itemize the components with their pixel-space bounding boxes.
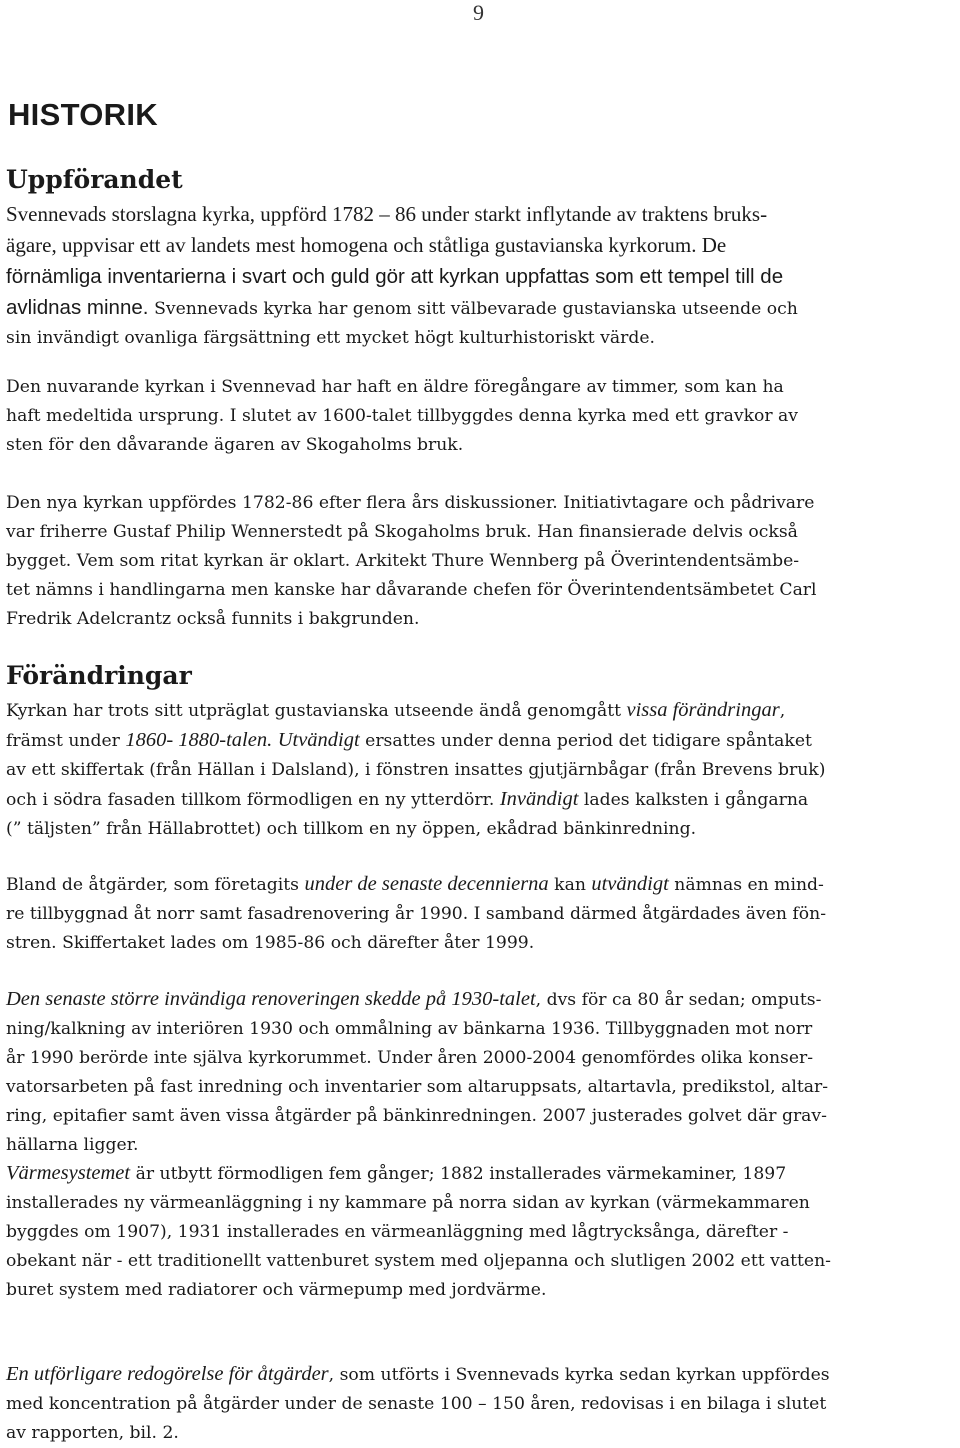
text-run: är utbytt förmodligen fem gånger; 1882 installerades värmekaminer, 1897 — [130, 1164, 787, 1184]
italic-text: Invändigt — [499, 788, 579, 810]
text-run: sten för den dåvarande ägaren av Skogaholms bruk. — [6, 435, 464, 455]
text-line — [6, 324, 954, 353]
text-line — [6, 1131, 954, 1160]
text-line — [6, 726, 954, 756]
text-line — [6, 547, 954, 576]
text-run: bygget. Vem som ritat kyrkan är oklart. Arkitekt Thure Wennberg på Överintendentsämbe- — [6, 551, 800, 571]
text-line — [6, 1159, 954, 1189]
text-run: Fredrik Adelcrantz också funnits i bakgrunden. — [6, 609, 420, 629]
text-line — [6, 1390, 954, 1419]
text-run: ring, epitafier samt även vissa åtgärder på bänkinredningen. 2007 justerades golvet där grav- — [6, 1106, 827, 1126]
text-line — [6, 870, 954, 900]
page-number: 9 — [473, 0, 484, 25]
text-run: vatorsarbeten på fast inredning och inventarier som altaruppsats, altartavla, predikstol, altar- — [6, 1077, 829, 1097]
text-line — [6, 231, 954, 262]
text-run: (” täljsten” från Hällabrottet) och tillkom en ny öppen, ekådrad bänkinredning. — [6, 819, 697, 839]
text-run: lades kalksten i gångarna — [578, 790, 809, 810]
text-run: främst under — [6, 731, 126, 751]
text-line — [6, 431, 954, 460]
text-run: re tillbyggnad åt norr samt fasadrenovering år 1990. I samband därmed åtgärdades även fön- — [6, 904, 826, 924]
text-run: sin invändigt ovanliga färgsättning — [6, 328, 317, 348]
text-line — [6, 1247, 954, 1276]
text-line — [6, 929, 954, 958]
text-run: nämnas en mind- — [668, 875, 824, 895]
italic-text: under de senaste decennierna — [304, 873, 549, 895]
paragraph — [6, 1360, 954, 1448]
text-line — [6, 1419, 954, 1448]
text-run: haft medeltida ursprung. I slutet av 1600-talet tillbyggdes denna kyrka med ett gravkor av — [6, 406, 798, 426]
section-heading-uppforandet: Uppförandet — [6, 165, 183, 194]
text-run: av rapporten, bil. 2. — [6, 1423, 179, 1443]
text-line — [6, 293, 954, 324]
text-line — [6, 200, 954, 231]
text-line — [6, 1360, 954, 1390]
italic-text: utvändigt — [591, 873, 669, 895]
text-run: byggdes om 1907), 1931 installerades en värmeanläggning med lågtrycksånga, därefter - — [6, 1222, 789, 1242]
text-run: var friherre Gustaf Philip Wennerstedt på Skogaholms bruk. Han finansierade delvis också — [6, 522, 798, 542]
text-line — [6, 696, 954, 726]
text-line — [6, 489, 954, 518]
text-line — [6, 985, 954, 1015]
text-run: kan — [548, 875, 592, 895]
text-run: Svennevads kyrka har genom sitt välbevarade gustavianska utseende och — [154, 299, 798, 319]
paragraph — [6, 870, 954, 958]
paragraph — [6, 1159, 954, 1305]
text-run: hällarna ligger. — [6, 1135, 139, 1155]
paragraph — [6, 696, 954, 844]
text-line — [6, 402, 954, 431]
text-line — [6, 518, 954, 547]
text-run: ägare, uppvisar ett av landets mest homogena och ståtliga gustavianska kyrkorum. De — [6, 233, 727, 257]
paragraph — [6, 985, 954, 1160]
text-line — [6, 815, 954, 844]
text-line — [6, 900, 954, 929]
text-run: buret system med radiatorer och värmepump med jordvärme. — [6, 1280, 547, 1300]
page-title: HISTORIK — [8, 97, 158, 132]
section-heading-forandringar: Förändringar — [6, 661, 192, 690]
text-run: , — [779, 701, 786, 721]
text-run: Den nya kyrkan uppfördes 1782-86 efter flera års diskussioner. Initiativtagare och pådrivare — [6, 493, 815, 513]
italic-text: Utvändigt — [277, 729, 360, 751]
text-line — [6, 1015, 954, 1044]
paragraph — [6, 489, 954, 634]
text-line — [6, 785, 954, 815]
text-run: Kyrkan har trots sitt utpräglat gustavianska utseende ändå genomgått — [6, 701, 627, 721]
text-run: tet nämns i handlingarna men kanske har dåvarande chefen för Överintendentsämbetet Carl — [6, 580, 817, 600]
text-line — [6, 1189, 954, 1218]
italic-text: Den senaste större invändiga renoveringen skedde på 1930-talet — [6, 988, 536, 1010]
text-run: av ett skiffertak (från Hällan i Dalsland), i fönstren insattes gjutjärnbågar (från Brevens bruk) — [6, 760, 826, 780]
text-line — [6, 576, 954, 605]
italic-text: vissa förändringar — [626, 699, 780, 721]
text-run: förnämliga inventarierna i svart och guld gör att kyrkan uppfattas som ett tempel till de — [6, 265, 784, 288]
text-run: ersattes under denna period det tidigare spåntaket — [359, 731, 812, 751]
text-run: Bland de åtgärder, som företagits — [6, 875, 305, 895]
italic-text: 1860- 1880-talen. — [125, 729, 273, 751]
text-line — [6, 1073, 954, 1102]
text-run: Svennevads storslagna kyrka, uppförd 1782 – 86 under starkt inflytande av traktens bruks- — [6, 202, 768, 226]
italic-text: Värmesystemet — [6, 1162, 131, 1184]
text-line — [6, 262, 954, 293]
text-line — [6, 1102, 954, 1131]
text-line — [6, 1218, 954, 1247]
text-line — [6, 756, 954, 785]
text-run: ett mycket högt kulturhistoriskt värde — [316, 328, 650, 348]
text-line — [6, 373, 954, 402]
text-run: avlidnas minne. — [6, 296, 155, 319]
text-line — [6, 1044, 954, 1073]
text-run: år 1990 berörde inte själva kyrkorummet. Under åren 2000-2004 genomfördes olika konser- — [6, 1048, 814, 1068]
text-run: Den nuvarande kyrkan i Svennevad har haft en äldre föregångare av timmer, som kan ha — [6, 377, 784, 397]
text-run: obekant när - ett traditionellt vattenburet system med oljepanna och slutligen 2002 ett vatten- — [6, 1251, 831, 1271]
paragraph — [6, 373, 954, 460]
text-run: , som utförts i Svennevads kyrka sedan kyrkan uppfördes — [328, 1365, 830, 1385]
text-run: , dvs för ca 80 år sedan; omputs- — [535, 990, 822, 1010]
text-run: . — [649, 328, 655, 348]
italic-text: En utförligare redogörelse för åtgärder — [6, 1363, 329, 1385]
text-line — [6, 1276, 954, 1305]
text-run: installerades ny värmeanläggning i ny kammare på norra sidan av kyrkan (värmekammaren — [6, 1193, 810, 1213]
text-run: ning/kalkning av interiören 1930 och ommålning av bänkarna 1936. Tillbyggnaden mot norr — [6, 1019, 813, 1039]
text-run: med koncentration på åtgärder under de senaste 100 – 150 åren, redovisas i en bilaga i slutet — [6, 1394, 827, 1414]
paragraph — [6, 200, 954, 353]
text-run: stren. Skiffertaket lades om 1985-86 och därefter åter 1999. — [6, 933, 535, 953]
text-run: och i södra fasaden tillkom förmodligen en ny ytterdörr. — [6, 790, 500, 810]
text-line — [6, 605, 954, 634]
